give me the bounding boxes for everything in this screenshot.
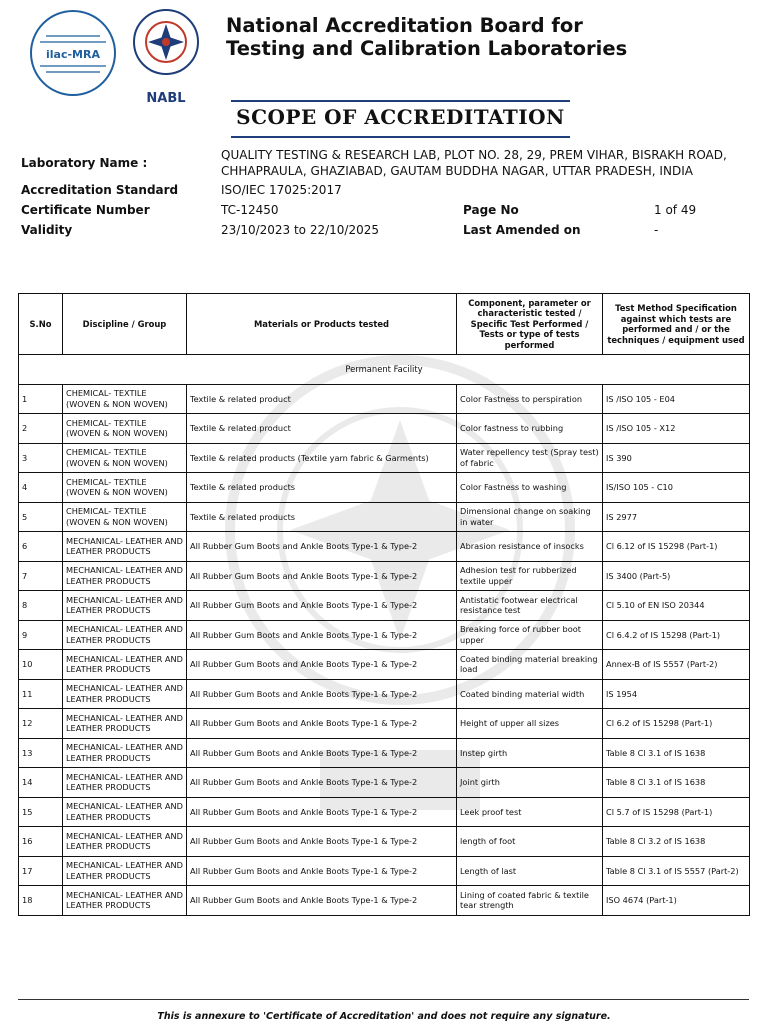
- cell-sno: 15: [19, 797, 63, 827]
- cell-method: Table 8 Cl 3.1 of IS 5557 (Part-2): [603, 856, 750, 886]
- cell-discipline: MECHANICAL- LEATHER AND LEATHER PRODUCTS: [63, 561, 187, 591]
- cell-method: Cl 6.4.2 of IS 15298 (Part-1): [603, 620, 750, 650]
- header-test-method: Test Method Specification against which tests are performed and / or the techniques / equipment used: [603, 294, 750, 355]
- scope-table: [18, 293, 750, 916]
- cell-method: IS /ISO 105 - X12: [603, 414, 750, 444]
- cell-discipline: CHEMICAL- TEXTILE (WOVEN & NON WOVEN): [63, 384, 187, 414]
- table-row: [19, 768, 750, 798]
- cell-component: Color Fastness to washing: [457, 473, 603, 503]
- table-row: [19, 443, 750, 473]
- table-row: [19, 384, 750, 414]
- facility-row: [19, 355, 750, 385]
- svg-text:NABL: NABL: [146, 91, 186, 106]
- table-row: [19, 827, 750, 857]
- table-row: [19, 650, 750, 680]
- cell-component: Adhesion test for rubberized textile upper: [457, 561, 603, 591]
- cell-material: All Rubber Gum Boots and Ankle Boots Type-1 & Type-2: [187, 591, 457, 621]
- cell-material: All Rubber Gum Boots and Ankle Boots Type-1 & Type-2: [187, 738, 457, 768]
- cell-method: Cl 6.12 of IS 15298 (Part-1): [603, 532, 750, 562]
- cell-sno: 6: [19, 532, 63, 562]
- cell-component: Length of last: [457, 856, 603, 886]
- cell-sno: 7: [19, 561, 63, 591]
- table-row: [19, 473, 750, 503]
- cell-component: Lining of coated fabric & textile tear strength: [457, 886, 603, 916]
- page-no-label: Page No: [463, 203, 519, 217]
- header-sno: S.No: [19, 294, 63, 355]
- cell-material: All Rubber Gum Boots and Ankle Boots Type-1 & Type-2: [187, 709, 457, 739]
- cell-component: Coated binding material width: [457, 679, 603, 709]
- svg-text:ilac-MRA: ilac-MRA: [46, 48, 100, 61]
- cell-material: All Rubber Gum Boots and Ankle Boots Type-1 & Type-2: [187, 650, 457, 680]
- cell-discipline: CHEMICAL- TEXTILE (WOVEN & NON WOVEN): [63, 414, 187, 444]
- lab-address-line1: QUALITY TESTING & RESEARCH LAB, PLOT NO. 28, 29, PREM VIHAR, BISRAKH ROAD,: [221, 148, 727, 162]
- table-row: [19, 502, 750, 532]
- validity-value: 23/10/2023 to 22/10/2025: [221, 223, 380, 237]
- header-materials: Materials or Products tested: [187, 294, 457, 355]
- cell-method: ISO 4674 (Part-1): [603, 886, 750, 916]
- cell-component: Breaking force of rubber boot upper: [457, 620, 603, 650]
- cell-material: All Rubber Gum Boots and Ankle Boots Type-1 & Type-2: [187, 886, 457, 916]
- cell-material: All Rubber Gum Boots and Ankle Boots Type-1 & Type-2: [187, 856, 457, 886]
- certificate-value: TC-12450: [221, 203, 279, 217]
- cell-component: Joint girth: [457, 768, 603, 798]
- validity-label: Validity: [21, 223, 73, 237]
- cell-discipline: CHEMICAL- TEXTILE (WOVEN & NON WOVEN): [63, 473, 187, 503]
- cell-discipline: MECHANICAL- LEATHER AND LEATHER PRODUCTS: [63, 650, 187, 680]
- cell-material: Textile & related products (Textile yarn fabric & Garments): [187, 443, 457, 473]
- cell-discipline: MECHANICAL- LEATHER AND LEATHER PRODUCTS: [63, 797, 187, 827]
- cell-material: All Rubber Gum Boots and Ankle Boots Type-1 & Type-2: [187, 827, 457, 857]
- cell-discipline: CHEMICAL- TEXTILE (WOVEN & NON WOVEN): [63, 443, 187, 473]
- cell-component: Water repellency test (Spray test) of fabric: [457, 443, 603, 473]
- cell-material: Textile & related product: [187, 414, 457, 444]
- cell-component: Color Fastness to perspiration: [457, 384, 603, 414]
- header-component: Component, parameter or characteristic tested / Specific Test Performed / Tests or type of tests performed: [457, 294, 603, 355]
- certificate-label: Certificate Number: [21, 203, 150, 217]
- cell-sno: 11: [19, 679, 63, 709]
- table-row: [19, 591, 750, 621]
- cell-sno: 4: [19, 473, 63, 503]
- cell-material: All Rubber Gum Boots and Ankle Boots Type-1 & Type-2: [187, 620, 457, 650]
- cell-component: Abrasion resistance of insocks: [457, 532, 603, 562]
- cell-sno: 8: [19, 591, 63, 621]
- cell-discipline: MECHANICAL- LEATHER AND LEATHER PRODUCTS: [63, 886, 187, 916]
- cell-component: Antistatic footwear electrical resistance test: [457, 591, 603, 621]
- cell-method: Table 8 Cl 3.2 of IS 1638: [603, 827, 750, 857]
- cell-discipline: MECHANICAL- LEATHER AND LEATHER PRODUCTS: [63, 620, 187, 650]
- org-name-line1: National Accreditation Board for: [226, 14, 583, 37]
- cell-discipline: MECHANICAL- LEATHER AND LEATHER PRODUCTS: [63, 827, 187, 857]
- table-row: [19, 856, 750, 886]
- lab-address-line2: CHHAPRAULA, GHAZIABAD, GAUTAM BUDDHA NAGAR, UTTAR PRADESH, INDIA: [221, 163, 693, 178]
- table-row: [19, 532, 750, 562]
- cell-method: Annex-B of IS 5557 (Part-2): [603, 650, 750, 680]
- table-row: [19, 709, 750, 739]
- table-row: [19, 561, 750, 591]
- cell-sno: 13: [19, 738, 63, 768]
- cell-component: Leek proof test: [457, 797, 603, 827]
- cell-discipline: MECHANICAL- LEATHER AND LEATHER PRODUCTS: [63, 709, 187, 739]
- cell-material: All Rubber Gum Boots and Ankle Boots Type-1 & Type-2: [187, 532, 457, 562]
- cell-component: length of foot: [457, 827, 603, 857]
- cell-component: Dimensional change on soaking in water: [457, 502, 603, 532]
- cell-sno: 9: [19, 620, 63, 650]
- standard-value: ISO/IEC 17025:2017: [221, 183, 342, 197]
- cell-discipline: MECHANICAL- LEATHER AND LEATHER PRODUCTS: [63, 679, 187, 709]
- table-header-row: [19, 294, 750, 355]
- cell-method: Cl 5.10 of EN ISO 20344: [603, 591, 750, 621]
- table-row: [19, 738, 750, 768]
- lab-name-value: [221, 148, 731, 179]
- cell-material: All Rubber Gum Boots and Ankle Boots Type-1 & Type-2: [187, 561, 457, 591]
- cell-discipline: MECHANICAL- LEATHER AND LEATHER PRODUCTS: [63, 738, 187, 768]
- header-discipline: Discipline / Group: [63, 294, 187, 355]
- cell-material: All Rubber Gum Boots and Ankle Boots Type-1 & Type-2: [187, 679, 457, 709]
- ilac-mra-logo: [30, 10, 116, 96]
- org-name-line2: Testing and Calibration Laboratories: [226, 37, 628, 60]
- nabl-logo: [130, 8, 202, 108]
- cell-method: IS 1954: [603, 679, 750, 709]
- cell-method: Table 8 Cl 3.1 of IS 1638: [603, 768, 750, 798]
- page-title: SCOPE OF ACCREDITATION: [236, 105, 565, 129]
- footer-divider: [18, 999, 749, 1000]
- cell-method: Table 8 Cl 3.1 of IS 1638: [603, 738, 750, 768]
- table-row: [19, 414, 750, 444]
- cell-sno: 18: [19, 886, 63, 916]
- cell-sno: 12: [19, 709, 63, 739]
- cell-material: Textile & related products: [187, 473, 457, 503]
- cell-sno: 2: [19, 414, 63, 444]
- cell-material: All Rubber Gum Boots and Ankle Boots Type-1 & Type-2: [187, 797, 457, 827]
- table-row: [19, 797, 750, 827]
- scope-title-box: [231, 100, 570, 138]
- cell-method: IS/ISO 105 - C10: [603, 473, 750, 503]
- cell-sno: 10: [19, 650, 63, 680]
- cell-material: Textile & related product: [187, 384, 457, 414]
- cell-material: Textile & related products: [187, 502, 457, 532]
- cell-method: Cl 5.7 of IS 15298 (Part-1): [603, 797, 750, 827]
- cell-discipline: CHEMICAL- TEXTILE (WOVEN & NON WOVEN): [63, 502, 187, 532]
- cell-method: IS 390: [603, 443, 750, 473]
- cell-component: Height of upper all sizes: [457, 709, 603, 739]
- footer-note: This is annexure to 'Certificate of Accreditation' and does not require any signature.: [157, 1011, 611, 1022]
- table-row: [19, 679, 750, 709]
- cell-discipline: MECHANICAL- LEATHER AND LEATHER PRODUCTS: [63, 856, 187, 886]
- table-row: [19, 620, 750, 650]
- table-row: [19, 886, 750, 916]
- cell-method: IS /ISO 105 - E04: [603, 384, 750, 414]
- facility-label: Permanent Facility: [19, 355, 750, 385]
- last-amended-label: Last Amended on: [463, 223, 581, 237]
- cell-discipline: MECHANICAL- LEATHER AND LEATHER PRODUCTS: [63, 532, 187, 562]
- cell-method: IS 2977: [603, 502, 750, 532]
- cell-sno: 14: [19, 768, 63, 798]
- cell-sno: 3: [19, 443, 63, 473]
- cell-sno: 16: [19, 827, 63, 857]
- lab-name-label: Laboratory Name :: [21, 156, 148, 170]
- standard-label: Accreditation Standard: [21, 183, 179, 197]
- cell-discipline: MECHANICAL- LEATHER AND LEATHER PRODUCTS: [63, 768, 187, 798]
- organization-name: [226, 14, 627, 60]
- cell-component: Instep girth: [457, 738, 603, 768]
- cell-material: All Rubber Gum Boots and Ankle Boots Type-1 & Type-2: [187, 768, 457, 798]
- cell-discipline: MECHANICAL- LEATHER AND LEATHER PRODUCTS: [63, 591, 187, 621]
- cell-component: Coated binding material breaking load: [457, 650, 603, 680]
- cell-sno: 17: [19, 856, 63, 886]
- page-no-value: 1 of 49: [654, 203, 697, 217]
- cell-sno: 1: [19, 384, 63, 414]
- cell-component: Color fastness to rubbing: [457, 414, 603, 444]
- cell-method: IS 3400 (Part-5): [603, 561, 750, 591]
- last-amended-value: -: [654, 223, 659, 237]
- cell-method: Cl 6.2 of IS 15298 (Part-1): [603, 709, 750, 739]
- cell-sno: 5: [19, 502, 63, 532]
